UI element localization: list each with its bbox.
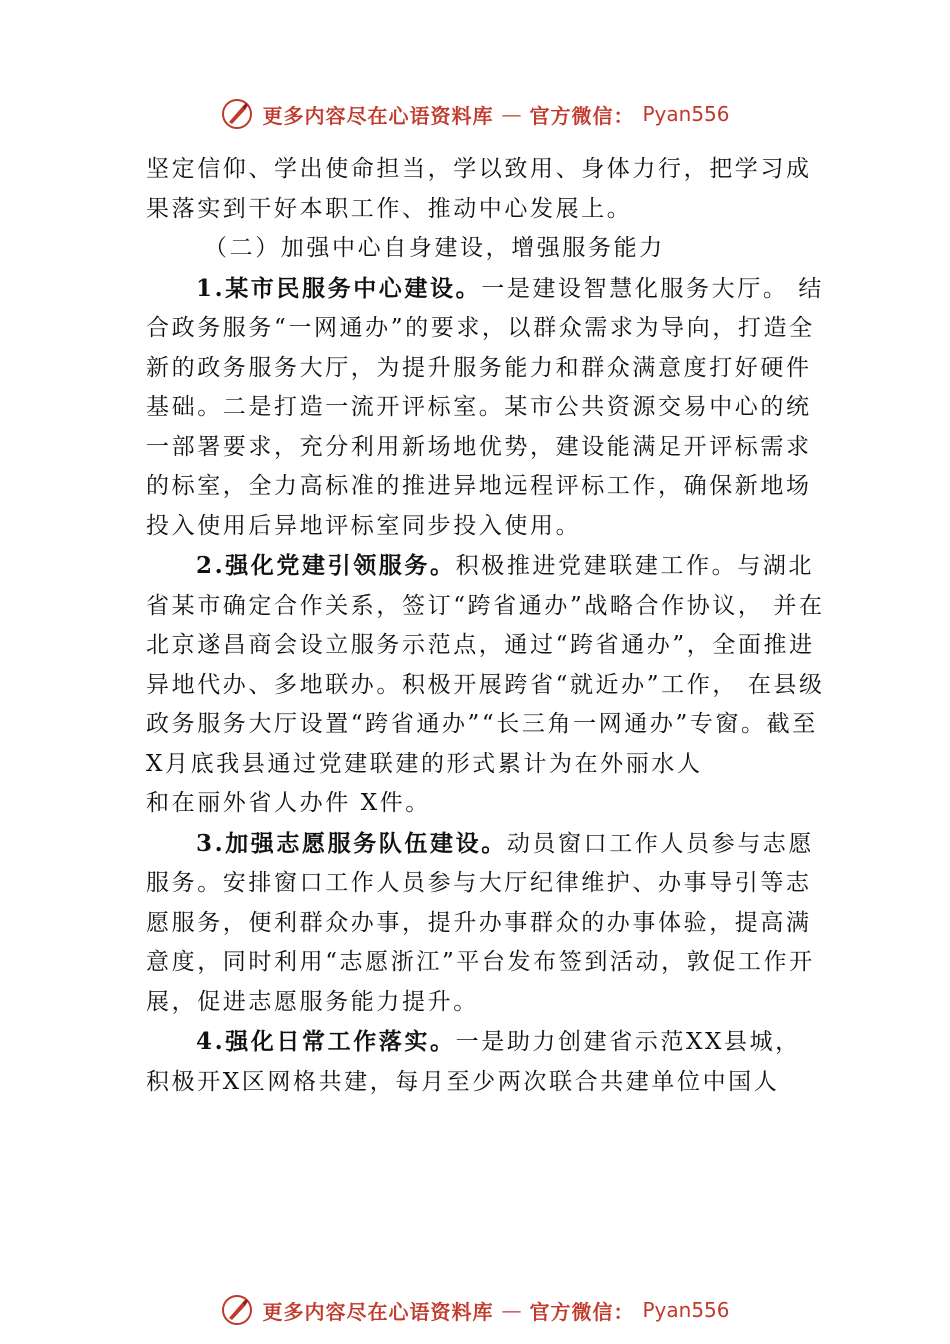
item-text-4: 一是助力创建省示范XX县城， 积极开X区网格共建，每月至少两次联合共建单位中国人: [146, 1029, 801, 1095]
watermark-brand: 更多内容尽在心语资料库: [262, 103, 494, 128]
item-text-1: 一是建设智慧化服务大厅。 结合政务服务“一网通办”的要求，以群众需求为导向，打造全新的政务服务大厅，为提升服务能力和群众满意度打好硬件基础。二是打造一流开评标室。某市公共资源交易中心的统一部署要求，充分利用新场地优势，建设能满足开评标需求的标室，全力高标准的推进异地远程评标工作，确保新地场投入使用后异地评标室同步投入使用。: [146, 275, 824, 539]
item-paragraph-4: [146, 1022, 836, 1102]
watermark-wechat-id: Pyan556: [642, 1298, 730, 1322]
watermark-wechat-id: Pyan556: [642, 102, 730, 126]
watermark-separator: —: [501, 102, 522, 126]
footer-watermark: [0, 1290, 950, 1330]
watermark-brand: 更多内容尽在心语资料库: [262, 1299, 494, 1324]
section-heading: （二）加强中心自身建设，增强服务能力: [204, 235, 665, 261]
intro-line-2: 果落实到干好本职工作、推动中心发展上。: [146, 195, 633, 222]
document-body: [146, 150, 836, 1102]
item-text-2: 积极推进党建联建工作。与湖北省某市确定合作关系，签订“跨省通办”战略合作协议， 并在北京遂昌商会设立服务示范点，通过“跨省通办”，全面推进异地代办、多地联办。积极开展跨省“就近办”工作， 在县级政务服务大厅设置“跨省通办”“长三角一网通办”专窗。截至X月底我县通过党建联建的形式累计为在外丽水人: [146, 553, 825, 777]
intro-line-1: 坚定信仰、学出使命担当，学以致用、身体力行，把学习成: [146, 156, 812, 182]
intro-paragraph: [146, 150, 836, 229]
item-title-3: 3.加强志愿服务队伍建设。: [196, 829, 507, 857]
item-paragraph-2-tail: 和在丽外省人办件 X件。: [146, 790, 431, 816]
item-title-2: 2.强化党建引领服务。: [196, 552, 456, 579]
item-text-3: 动员窗口工作人员参与志愿服务。安排窗口工作人员参与大厅纪律维护、办事导引等志愿服务，便利群众办事，提升办事群众的办事体验，提高满意度，同时利用“志愿浙江”平台发布签到活动，敦促工作开展，促进志愿服务能力提升。: [146, 830, 815, 1015]
item-paragraph-3: [146, 824, 836, 1023]
item-title-1: 1.某市民服务中心建设。: [196, 274, 482, 302]
pen-logo-icon: [220, 1293, 254, 1327]
header-watermark: [0, 94, 950, 134]
watermark-wechat-label: 官方微信：: [529, 103, 635, 128]
watermark-separator: —: [501, 1298, 522, 1322]
item-title-4: 4.强化日常工作落实。: [196, 1028, 456, 1055]
item-paragraph-2: [146, 546, 836, 784]
item-paragraph-1: [146, 269, 836, 547]
pen-logo-icon: [220, 97, 254, 131]
watermark-wechat-label: 官方微信：: [529, 1299, 635, 1324]
